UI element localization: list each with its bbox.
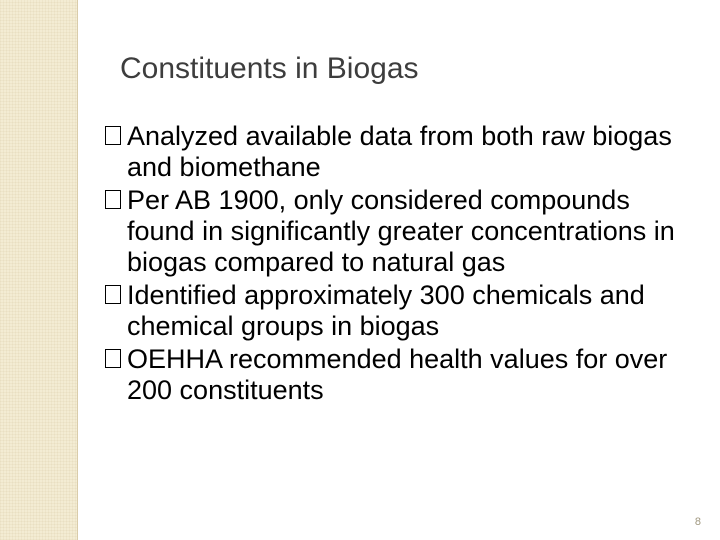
slide-title: Constituents in Biogas <box>120 52 419 85</box>
side-band-divider <box>77 0 78 540</box>
bullet-text: Identified approximately 300 chemicals and chemical groups in biogas <box>127 280 645 341</box>
bullet-text: Per AB 1900, only considered compounds found in significantly greater concentrations in biogas compared to natural gas <box>127 185 675 277</box>
bullet-item <box>103 185 683 278</box>
square-bullet-icon <box>105 349 121 368</box>
bullet-text: OEHHA recommended health values for over 200 constituents <box>127 344 668 405</box>
bullet-item <box>103 344 683 406</box>
square-bullet-icon <box>105 285 121 304</box>
bullet-text: Analyzed available data from both raw biogas and biomethane <box>127 121 672 182</box>
bullet-item <box>103 121 683 183</box>
square-bullet-icon <box>105 126 121 145</box>
square-bullet-icon <box>105 190 121 209</box>
page-number: 8 <box>694 516 701 528</box>
decorative-side-band <box>0 0 77 540</box>
bullet-list <box>103 121 683 408</box>
bullet-item <box>103 280 683 342</box>
